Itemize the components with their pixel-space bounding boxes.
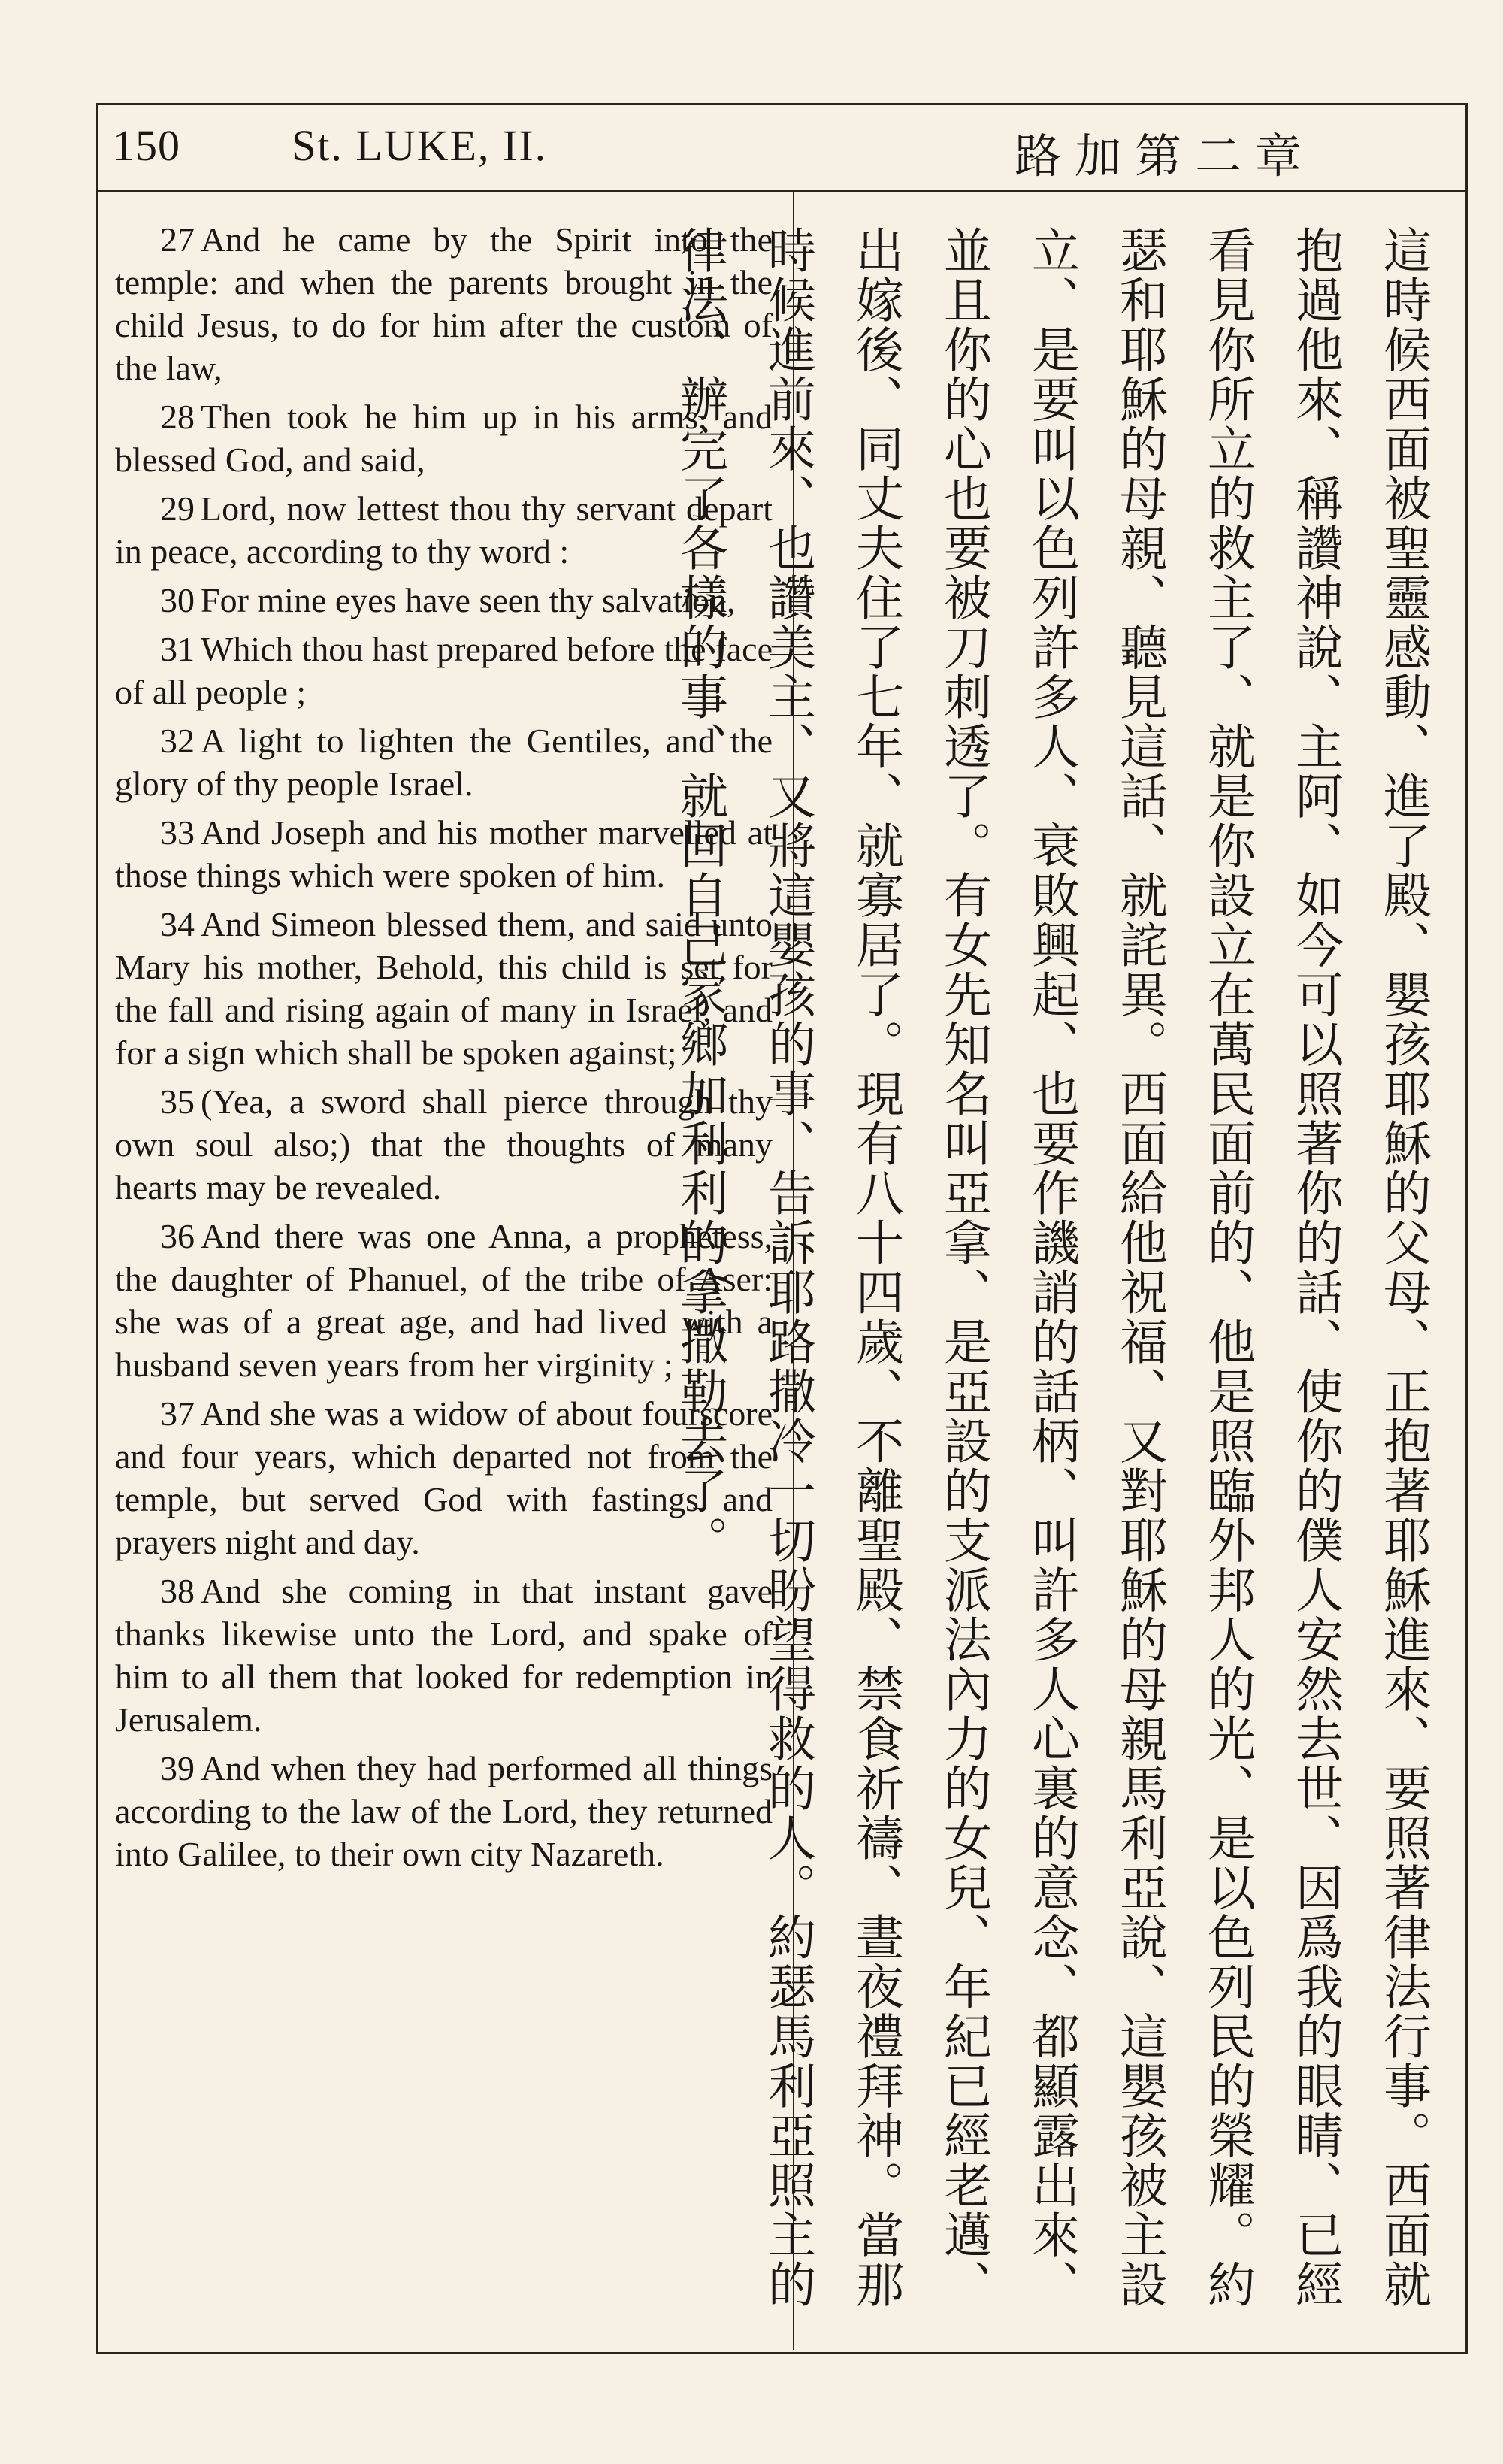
verse-text: (Yea, a sword shall pierce through thy own soul also;) that the thoughts of many hearts may be revealed. bbox=[115, 1082, 773, 1206]
verse-text: For mine eyes have seen thy salvation, bbox=[201, 581, 736, 619]
verse-text: Then took he him up in his arms, and blessed God, and said, bbox=[115, 398, 773, 479]
verse-number: 37 bbox=[160, 1394, 195, 1433]
verse-text: And there was one Anna, a prophetess, the daughter of Phanuel, of the tribe of Aser: she was of a great age, and had lived with a husband seven years from her virginity ; bbox=[115, 1217, 773, 1384]
verse-text: And Joseph and his mother marvelled at those things which were spoken of him. bbox=[115, 813, 773, 894]
verse-number: 28 bbox=[160, 398, 195, 436]
running-head-chinese: 路加第二章 bbox=[1014, 129, 1315, 183]
verse-number: 35 bbox=[160, 1082, 195, 1121]
verse-text: And she was a widow of about fourscore and four years, which departed not from the temple, but served God with fastings and prayers night and day. bbox=[115, 1394, 773, 1561]
verse-number: 32 bbox=[160, 722, 195, 760]
running-head-english: St. LUKE, II. bbox=[292, 121, 548, 170]
verse-number: 33 bbox=[160, 813, 195, 852]
verse-text: And Simeon blessed them, and said unto Mary his mother, Behold, this child is set for the fall and rising again of many in Israel; and for a sign which shall be spoken against; bbox=[115, 905, 773, 1072]
verse-38 bbox=[115, 1570, 773, 1741]
verse-text: And she coming in that instant gave thanks likewise unto the Lord, and spake of him to all them that looked for redemption in Jerusalem. bbox=[115, 1572, 773, 1739]
header-rule bbox=[96, 190, 1468, 192]
verse-text: And he came by the Spirit into the temple: and when the parents brought in the child Jesus, to do for him after the custom of the law, bbox=[115, 220, 773, 387]
verse-number: 34 bbox=[160, 905, 195, 943]
verse-number: 27 bbox=[160, 220, 195, 259]
verse-number: 30 bbox=[160, 581, 195, 619]
verse-text: And when they had performed all things according to the law of the Lord, they returned into Galilee, to their own city Nazareth. bbox=[115, 1749, 773, 1873]
verse-text: Lord, now lettest thou thy servant depart in peace, according to thy word : bbox=[115, 489, 773, 571]
verse-number: 31 bbox=[160, 630, 195, 668]
verse-text: A light to lighten the Gentiles, and the glory of thy people Israel. bbox=[115, 722, 773, 803]
chinese-column: 這時候西面被聖靈感動、進了殿、嬰孩耶穌的父母、正抱著耶穌進來、要照著律法行事。西面就抱過他來、稱讚神說、主阿、如今可以照著你的話、使你的僕人安然去世、因爲我的眼睛、已經看見你所立的救主了、就是你設立在萬民面前的、他是照臨外邦人的光、是以色列民的榮耀。約瑟和耶穌的母親、聽見這話、就詫異。西面給他祝福、又對耶穌的母親馬利亞說、這嬰孩被主設立、是要叫以色列許多人、衰敗興起、也要作譏誚的話柄、叫許多人心裏的意念、都顯露出來、並且你的心也要被刀刺透了。有女先知名叫亞拿、是亞設的支派法內力的女兒、年紀已經老邁、出嫁後、同丈夫住了七年、就寡居了。現有八十四歲、不離聖殿、禁食祈禱、晝夜禮拜神。當那時候進前來、也讚美主、又將這嬰孩的事、告訴耶路撒冷一切盼望得救的人。約瑟馬利亞照主的律法、辦完了各樣的事、就回自己家鄉加利利的拿撒勒去了。 bbox=[672, 226, 1431, 2309]
verse-number: 29 bbox=[160, 489, 195, 528]
verse-39 bbox=[115, 1747, 773, 1875]
verse-text: Which thou hast prepared before the face of all people ; bbox=[115, 630, 773, 711]
verse-number: 38 bbox=[160, 1572, 195, 1610]
verse-number: 36 bbox=[160, 1217, 195, 1255]
verse-number: 39 bbox=[160, 1749, 195, 1787]
page-number: 150 bbox=[113, 121, 180, 170]
